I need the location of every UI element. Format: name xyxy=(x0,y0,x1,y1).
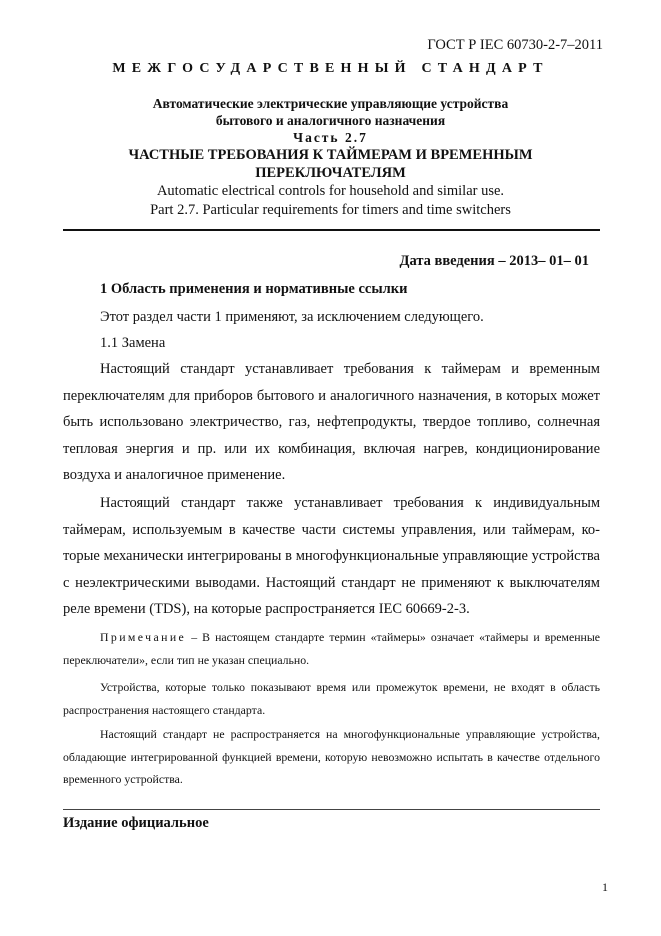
note-1-text: – В настоящем стандарте термин «таймеры» означает «таймеры и временные переключатели», если тип не указан специально. xyxy=(63,630,600,667)
title-part: Часть 2.7 xyxy=(293,130,368,145)
subsection-heading: 1.1 Замена xyxy=(100,335,166,351)
title-en-line2: Part 2.7. Particular requirements for timers and time switchers xyxy=(150,202,511,218)
title-en-line1: Automatic electrical controls for household and similar use. xyxy=(156,183,505,199)
title-ru-line2: бытового и аналогичного назначения xyxy=(215,113,446,128)
note-1 xyxy=(63,626,600,671)
title-ru-line1: Автоматические электрические управляющие устройства xyxy=(152,96,509,111)
subtitle-line1: ЧАСТНЫЕ ТРЕБОВАНИЯ К ТАЙМЕРАМ И ВРЕМЕННЫМ xyxy=(128,147,533,163)
paragraph-1: Настоящий стандарт устанавливает требования к таймерам и временным переключателям для приборов бытового и аналогичного назначения, в которых может быть использовано электричество, газ, нефтепродукты, твердое топливо, солнечная тепловая энергия и пр. или их комбинация, включая нагрев, кондиционирование воздуха и аналогичное применение. xyxy=(63,361,600,483)
section-heading: 1 Область применения и нормативные ссылки xyxy=(100,281,408,297)
interstate-standard-label: МЕЖГОСУДАРСТВЕННЫЙ СТАНДАРТ xyxy=(112,61,549,76)
subtitle-line2: ПЕРЕКЛЮЧАТЕЛЯМ xyxy=(255,165,406,181)
footer-divider xyxy=(63,809,600,810)
note-label: Примечание xyxy=(100,630,187,644)
note-2: Устройства, которые только показывают время или промежуток времени, не входят в область распространения настоящего стандарта. xyxy=(63,680,600,717)
title-block xyxy=(0,95,661,220)
page-number: 1 xyxy=(602,880,608,894)
official-edition-label: Издание официальное xyxy=(63,815,209,831)
note-3: Настоящий стандарт не распространяется на многофункциональные управляющие устройства, обладающие интегрированной функцией времени, которую невозможно испытать в качестве отдельного временного устройства. xyxy=(63,727,600,786)
section-lead: Этот раздел части 1 применяют, за исключением следующего. xyxy=(100,309,484,325)
document-code: ГОСТ Р IEC 60730-2-7–2011 xyxy=(427,37,603,53)
paragraph-2: Настоящий стандарт также устанавливает требования к индивидуальным таймерам, используемым в качестве части системы управления, или таймерам, которые механически интегрированы в многофункциональные управляющие устройства с неэлектрическими выводами. Настоящий стандарт не применяют к выключателям реле времени (TDS), на которые распространяется IEC 60669-2-3. xyxy=(63,495,600,617)
title-divider xyxy=(63,229,600,231)
introduction-date: Дата введения – 2013– 01– 01 xyxy=(399,253,589,269)
